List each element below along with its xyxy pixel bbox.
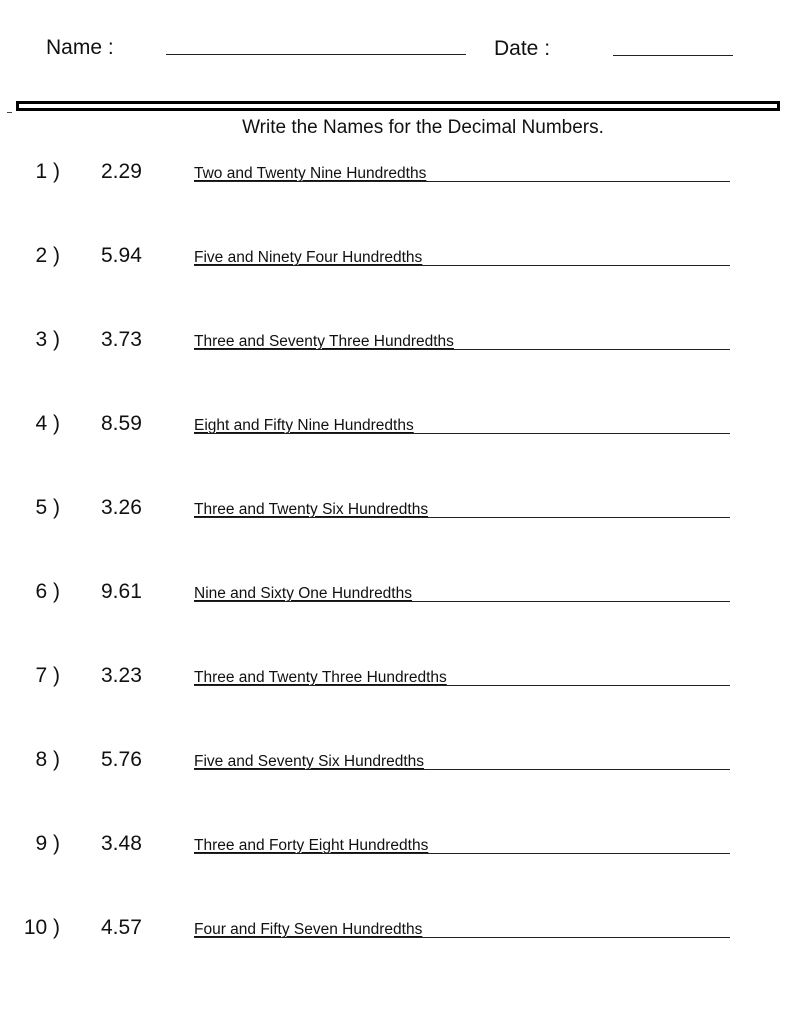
answer-text: Eight and Fifty Nine Hundredths [194,417,414,434]
answer-text: Two and Twenty Nine Hundredths [194,165,427,182]
problem-item [0,160,791,190]
problem-item [0,412,791,442]
header-divider [16,101,780,111]
decimal-value: 3.23 [101,664,142,687]
problem-item [0,664,791,694]
answer-text: Five and Seventy Six Hundredths [194,753,425,770]
problem-number: 7 ) [35,664,60,687]
problem-number: 9 ) [35,832,60,855]
instructions: Write the Names for the Decimal Numbers. [242,117,604,138]
decimal-value: 2.29 [101,160,142,183]
problem-item [0,832,791,862]
date-label: Date : [494,37,551,60]
name-label: Name : [46,36,114,59]
problem-number: 2 ) [35,244,60,267]
problem-item [0,580,791,610]
problem-number: 4 ) [35,412,60,435]
problem-number: 3 ) [35,328,60,351]
problem-number: 10 ) [23,916,60,939]
date-field[interactable] [613,55,733,56]
answer-text: Three and Forty Eight Hundredths [194,837,429,854]
decimal-value: 3.26 [101,496,142,519]
decimal-value: 4.57 [101,916,142,939]
problem-number: 1 ) [35,160,60,183]
answer-text: Three and Twenty Three Hundredths [194,669,447,686]
problem-number: 6 ) [35,580,60,603]
answer-text: Five and Ninety Four Hundredths [194,249,423,266]
name-field[interactable] [166,54,466,55]
problem-number: 5 ) [35,496,60,519]
margin-tick [7,112,12,113]
decimal-value: 3.73 [101,328,142,351]
problem-number: 8 ) [35,748,60,771]
answer-text: Three and Seventy Three Hundredths [194,333,454,350]
problem-item [0,748,791,778]
answer-text: Four and Fifty Seven Hundredths [194,921,423,938]
problem-item [0,496,791,526]
decimal-value: 9.61 [101,580,142,603]
problem-item [0,328,791,358]
answer-text: Three and Twenty Six Hundredths [194,501,429,518]
problem-item [0,244,791,274]
answer-text: Nine and Sixty One Hundredths [194,585,412,602]
decimal-value: 8.59 [101,412,142,435]
decimal-value: 5.94 [101,244,142,267]
decimal-value: 5.76 [101,748,142,771]
problem-item [0,916,791,946]
decimal-value: 3.48 [101,832,142,855]
